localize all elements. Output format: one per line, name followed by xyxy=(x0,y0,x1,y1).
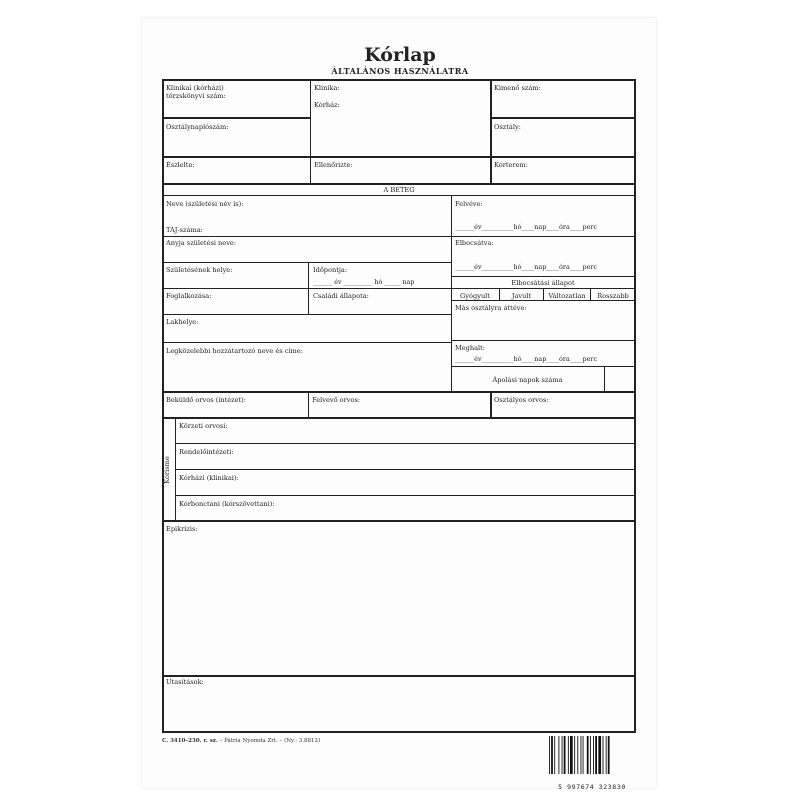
field-label-bekuldo: Beküldő orvos (intézet): xyxy=(166,396,246,404)
divider xyxy=(163,391,635,393)
divider xyxy=(163,675,635,677)
field-label-taj: TAJ-száma: xyxy=(166,226,203,234)
field-label-felveve: Felvéve: xyxy=(455,200,483,208)
barcode-icon xyxy=(548,736,636,774)
field-label-ellenorizte: Ellenőrizte: xyxy=(314,161,353,169)
barcode-bar xyxy=(574,736,575,774)
divider xyxy=(175,419,176,521)
barcode-bar xyxy=(581,736,582,774)
korisme-label: Kórisme xyxy=(163,456,171,484)
form-code: C. 3410–230. r. sz. xyxy=(162,738,218,744)
field-label-idopontja: Időpontja: xyxy=(313,266,348,274)
divider xyxy=(163,417,635,419)
barcode-bar xyxy=(606,736,607,774)
option-javult: Javult xyxy=(511,292,532,300)
divider xyxy=(490,391,492,418)
field-label-elbocsatasi-allapot: Elbocsátási állapot xyxy=(511,279,575,287)
field-label-apolasi-napok: Ápolási napok száma xyxy=(492,376,563,384)
divider xyxy=(451,366,635,367)
divider xyxy=(175,469,635,470)
barcode-bar xyxy=(549,736,550,774)
page-title: Kórlap xyxy=(364,44,436,66)
divider xyxy=(163,236,451,237)
field-label-korzeti: Körzeti orvosi: xyxy=(179,422,228,430)
field-label-torzskonyvi-2: törzskönyvi szám: xyxy=(166,92,226,100)
barcode-bar xyxy=(564,736,566,774)
divider xyxy=(451,236,635,237)
field-label-neve: Neve (születési név is): xyxy=(166,200,244,208)
field-label-korbonctani: Kórbonctani (kórszövettani): xyxy=(179,500,275,508)
divider xyxy=(163,314,451,315)
divider xyxy=(163,183,635,185)
divider xyxy=(175,495,635,496)
field-label-meghalt: Meghalt: xyxy=(455,344,486,352)
date-line-elbocsatva: ______év__________hó____nap____óra____perc xyxy=(455,263,598,271)
field-label-osztalyos: Osztályos orvos: xyxy=(494,396,549,404)
field-label-felvevo: Felvevő orvos: xyxy=(312,396,361,404)
field-label-korhaz: Kórház: xyxy=(314,101,340,109)
divider xyxy=(163,520,635,522)
field-label-szuletesi-hely: Születésének helye: xyxy=(166,266,233,274)
field-label-lakhelye: Lakhelye: xyxy=(166,318,199,326)
field-label-klinika: Klinika: xyxy=(314,84,340,92)
divider xyxy=(163,288,451,289)
page-subtitle: ÁLTALÁNOS HASZNÁLATRA xyxy=(331,66,469,76)
field-label-anyja: Anyja születési neve: xyxy=(166,239,237,247)
barcode-bar xyxy=(558,736,559,774)
divider xyxy=(451,340,635,341)
barcode-bar xyxy=(603,736,604,774)
date-line-szuletes: ______ év _________ hó _____ nap xyxy=(313,278,415,286)
barcode-bar xyxy=(554,736,555,774)
barcode-bar xyxy=(590,736,591,774)
divider xyxy=(163,342,451,343)
form-frame xyxy=(162,79,636,733)
option-valtozatlan: Változatlan xyxy=(548,292,586,300)
field-label-epikrizis: Epikrízis: xyxy=(166,525,198,533)
barcode-bar xyxy=(577,736,578,774)
field-label-rendelointezeti: Rendelőintézeti: xyxy=(179,448,234,456)
section-title-beteg: A BETEG xyxy=(383,186,415,194)
barcode-bar xyxy=(608,736,610,774)
divider xyxy=(490,80,492,184)
divider xyxy=(310,80,311,184)
field-label-foglalkozasa: Foglalkozása: xyxy=(166,292,212,300)
barcode-bar xyxy=(583,736,584,774)
divider xyxy=(163,262,451,263)
divider xyxy=(490,117,635,119)
field-label-mas-osztaly: Más osztályra áttéve: xyxy=(455,304,527,312)
field-label-korterem: Kórterem: xyxy=(494,161,528,169)
divider xyxy=(308,391,309,418)
option-gyogyult: Gyógyult xyxy=(460,292,490,300)
footer-code xyxy=(162,738,320,744)
field-label-torzskonyvi-1: Klinikai (kórházi) xyxy=(166,84,224,92)
divider xyxy=(451,276,635,277)
barcode-bar xyxy=(570,736,573,774)
divider xyxy=(163,195,635,196)
divider xyxy=(163,117,310,119)
field-label-eszlelte: Észlelte: xyxy=(166,161,195,169)
field-label-osztaly: Osztály: xyxy=(494,123,521,131)
field-label-csaladi-allapota: Családi állapota: xyxy=(313,292,369,300)
barcode-bar xyxy=(551,736,553,774)
barcode-bar xyxy=(568,736,569,774)
field-label-korhazi: Kórházi (klinikai): xyxy=(179,474,239,482)
publisher-text: – Pátria Nyomda Zrt. – (Ny.: 3.8812) xyxy=(219,738,321,744)
field-label-osztalynaplo: Osztálynaplószám: xyxy=(166,123,229,131)
field-label-elbocsatva: Elbocsátva: xyxy=(455,239,494,247)
field-label-kimeno-szam: Kimenő szám: xyxy=(494,84,541,92)
field-label-utasitasok: Utasítások: xyxy=(166,678,204,686)
divider xyxy=(451,300,635,301)
divider xyxy=(604,366,605,391)
divider xyxy=(308,262,309,314)
divider xyxy=(175,443,635,444)
barcode-bar xyxy=(587,736,589,774)
barcode-bar xyxy=(593,736,594,774)
barcode-bar xyxy=(595,736,597,774)
barcode-bar xyxy=(598,736,601,774)
divider xyxy=(163,156,635,158)
option-rosszabb: Rosszabb xyxy=(597,292,629,300)
field-label-legkozelebbi: Legközelebbi hozzátartozó neve és címe: xyxy=(166,347,303,355)
barcode-bar xyxy=(562,736,563,774)
date-line-meghalt: ______év__________hó____nap____óra____perc xyxy=(455,355,598,363)
date-line-felveve: ______év__________hó____nap____óra____perc xyxy=(455,223,598,231)
barcode-number: 5 997674 323830 xyxy=(558,783,626,791)
